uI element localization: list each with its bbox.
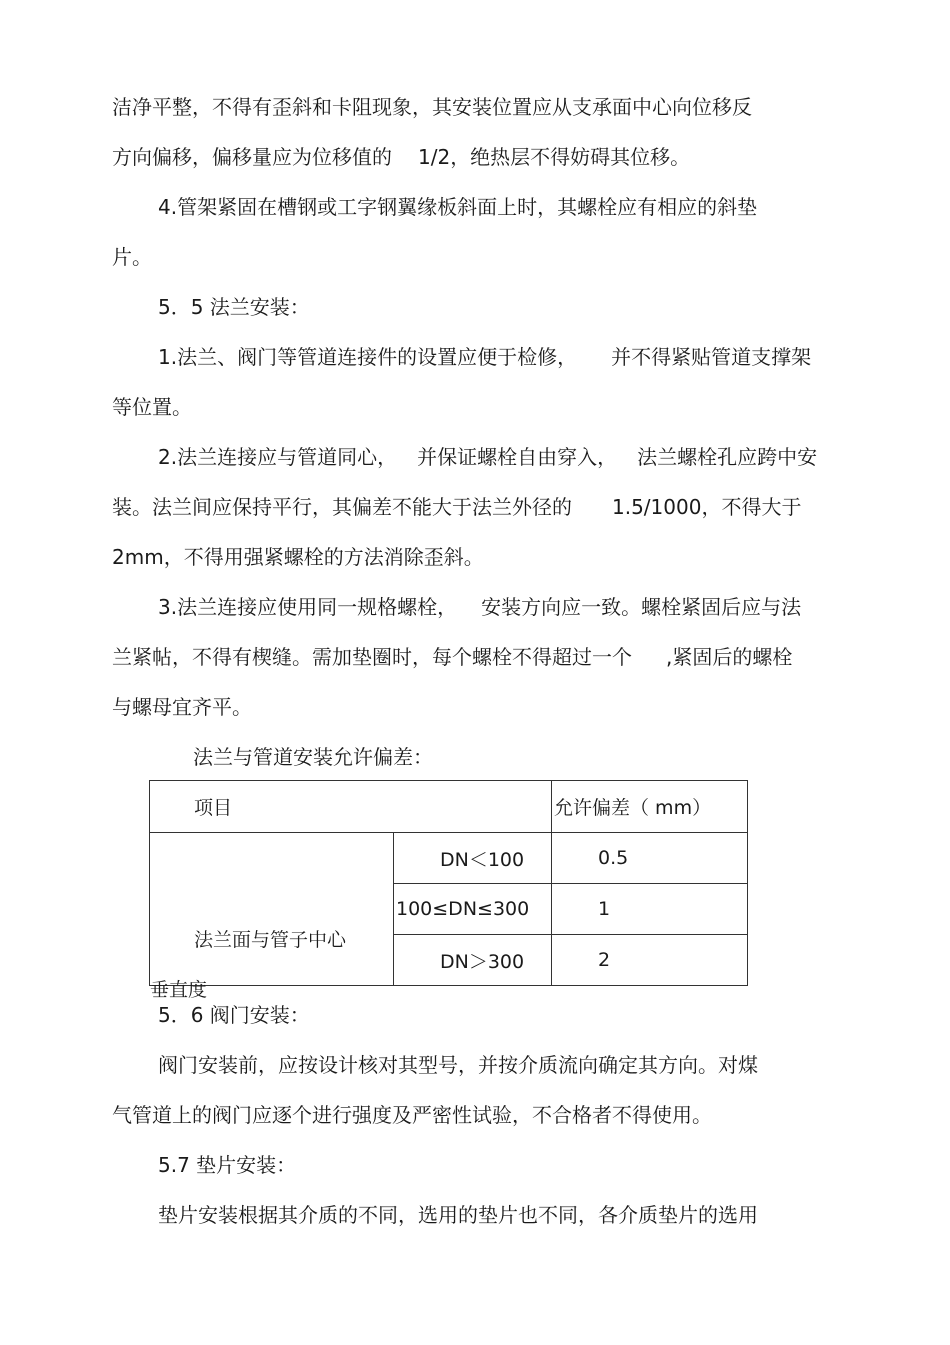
text: 4.管架紧固在槽钢或工字钢翼缘板斜面上时，其螺栓应有相应的斜垫 [158, 195, 758, 219]
paragraph-line [158, 1052, 758, 1078]
section-heading-5-6 [158, 1002, 310, 1028]
paragraph-line [112, 1102, 712, 1128]
text: 1.法兰、阀门等管道连接件的设置应便于检修， [158, 345, 578, 369]
table-header-row [150, 781, 748, 833]
text: 兰紧帖，不得有楔缝。需加垫圈时，每个螺栓不得超过一个 [112, 645, 632, 669]
paragraph-line [112, 144, 690, 170]
text: 安装方向应一致。螺栓紧固后应与法 [481, 595, 802, 619]
text: 片。 [112, 245, 152, 269]
item-line: 垂直度 [150, 979, 208, 1001]
table-caption [193, 744, 433, 770]
text: 气管道上的阀门应逐个进行强度及严密性试验，不合格者不得使用。 [112, 1103, 712, 1127]
header-tolerance-cell: 允许偏差（ mm） [552, 781, 748, 833]
text: 装。法兰间应保持平行，其偏差不能大于法兰外径的 [112, 495, 572, 519]
text: 2mm，不得用强紧螺栓的方法消除歪斜。 [112, 545, 484, 569]
paragraph-line [158, 594, 801, 620]
paragraph-line [158, 344, 811, 370]
text: 1/2，绝热层不得妨碍其位移。 [418, 145, 691, 169]
text: 垫片安装根据其介质的不同，选用的垫片也不同，各介质垫片的选用 [158, 1203, 758, 1227]
text: 3.法兰连接应使用同一规格螺栓， [158, 595, 458, 619]
text: 5．5 法兰安装： [158, 295, 310, 319]
text: 法兰螺栓孔应跨中安 [637, 445, 818, 469]
section-heading-5-5 [158, 294, 310, 320]
text: 法兰与管道安装允许偏差： [193, 745, 433, 769]
paragraph-line [158, 1202, 758, 1228]
paragraph-line [112, 244, 152, 270]
range-cell: DN＜100 [394, 833, 552, 884]
text: 与螺母宜齐平。 [112, 695, 252, 719]
flange-tolerance-table [149, 780, 748, 1001]
text: 1.5/1000，不得大于 [612, 495, 802, 519]
text: 方向偏移，偏移量应为位移值的 [112, 145, 392, 169]
range-cell: 100≤DN≤300 [394, 884, 552, 935]
item-cell [150, 833, 394, 1001]
text: 5．6 阀门安装： [158, 1003, 310, 1027]
text: 洁净平整，不得有歪斜和卡阻现象，其安装位置应从支承面中心向位移反 [112, 95, 752, 119]
section-heading-5-7 [158, 1152, 296, 1178]
value-cell: 0.5 [552, 833, 748, 884]
text: ,紧固后的螺栓 [666, 645, 793, 669]
paragraph-line [112, 94, 752, 120]
text: 阀门安装前，应按设计核对其型号，并按介质流向确定其方向。对煤 [158, 1053, 758, 1077]
header-item-cell: 项目 [150, 781, 552, 833]
paragraph-line [158, 194, 757, 220]
paragraph-line [112, 694, 252, 720]
text: 并不得紧贴管道支撑架 [611, 345, 812, 369]
text: 等位置。 [112, 395, 192, 419]
paragraph-line [112, 494, 801, 520]
text: 5.7 垫片安装： [158, 1153, 297, 1177]
paragraph-line [158, 444, 817, 470]
value-cell: 2 [552, 935, 748, 986]
table-row [150, 833, 748, 884]
paragraph-line [112, 644, 792, 670]
item-line: 法兰面与管子中心 [194, 929, 347, 951]
text: 并保证螺栓自由穿入， [417, 445, 618, 469]
paragraph-line [112, 544, 484, 570]
paragraph-line [112, 394, 192, 420]
text: 2.法兰连接应与管道同心， [158, 445, 398, 469]
value-cell: 1 [552, 884, 748, 935]
range-cell: DN＞300 [394, 935, 552, 986]
